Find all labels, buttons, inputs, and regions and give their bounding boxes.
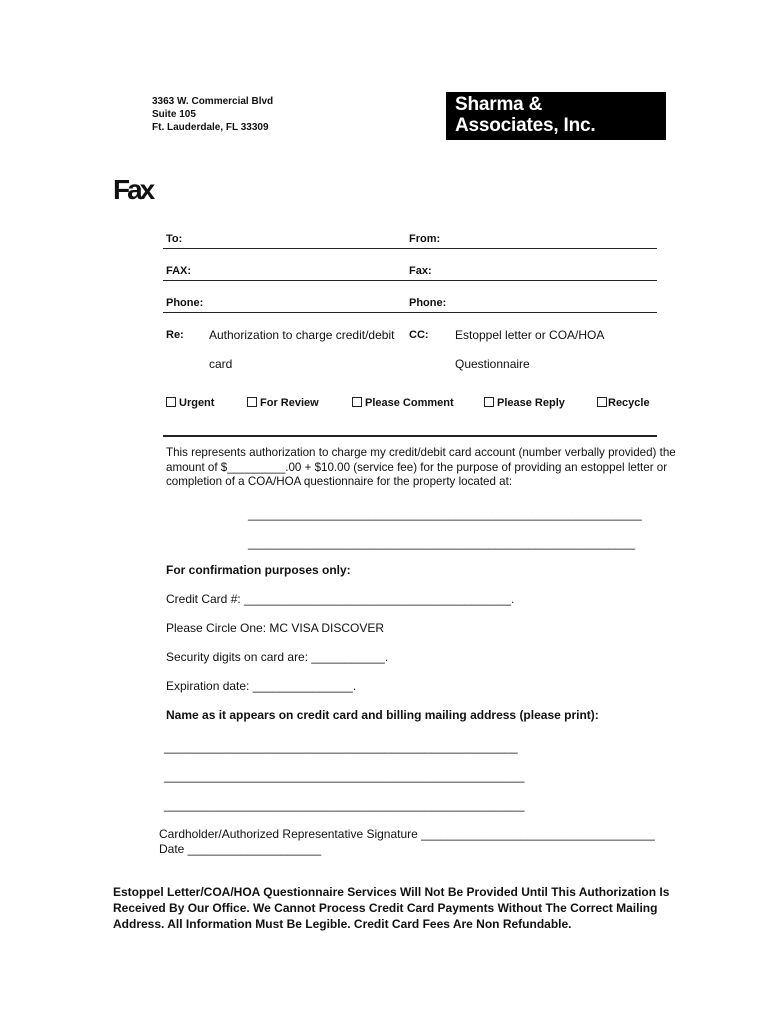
- checkbox-urgent-label: Urgent: [179, 397, 215, 409]
- address-line-3: Ft. Lauderdale, FL 33309: [152, 122, 269, 133]
- billing-address-line-3[interactable]: ______________________________________________________: [164, 798, 525, 812]
- billing-address-line-1[interactable]: _____________________________________________________: [164, 740, 518, 754]
- property-address-line-2[interactable]: __________________________________________________________: [248, 536, 636, 550]
- company-address: [152, 95, 273, 134]
- phone-label-right: Phone:: [409, 297, 447, 309]
- property-address-line-1[interactable]: ___________________________________________________________: [248, 507, 642, 521]
- from-label: From:: [409, 233, 441, 245]
- checkbox-please-comment[interactable]: [352, 397, 454, 409]
- checkbox-please-comment-label: Please Comment: [365, 397, 454, 409]
- checkbox-urgent[interactable]: [166, 397, 214, 409]
- billing-heading: Name as it appears on credit card and billing mailing address (please print):: [166, 708, 599, 722]
- divider: [163, 280, 657, 281]
- checkbox-for-review[interactable]: [247, 397, 319, 409]
- credit-card-field[interactable]: Credit Card #: ________________________________________.: [166, 592, 515, 606]
- address-line-1: 3363 W. Commercial Blvd: [152, 96, 274, 107]
- billing-address-line-2[interactable]: ______________________________________________________: [164, 769, 525, 783]
- authorization-text: This represents authorization to charge my credit/debit card account (number verbally provided) the amount of $_________.00 + $10.00 (service fee) for the purpose of providing an estoppel letter or completion of a COA/HOA questionnaire for the property located at:: [166, 446, 676, 488]
- fax-label-right: Fax:: [409, 265, 432, 277]
- checkbox-recycle-label: Recycle: [608, 397, 650, 409]
- re-value-line-1: Authorization to charge credit/debit: [209, 328, 395, 342]
- re-value-line-2: card: [209, 357, 233, 371]
- expiration-date-field[interactable]: Expiration date: _______________.: [166, 679, 357, 693]
- checkbox-please-reply[interactable]: [484, 397, 565, 409]
- date-field[interactable]: Date ____________________: [159, 842, 322, 856]
- cc-value-line-2: Questionnaire: [455, 357, 530, 371]
- footer-notice: Estoppel Letter/COA/HOA Questionnaire Services Will Not Be Provided Until This Authorization Is Received By Our Office. We Cannot Process Credit Card Payments Without The Correct Mailing Address. All Information Must Be Legible. Credit Card Fees Are Non Refundable.: [113, 885, 670, 931]
- confirmation-heading: For confirmation purposes only:: [166, 563, 351, 577]
- checkbox-please-reply-label: Please Reply: [497, 397, 565, 409]
- fax-label: FAX:: [166, 265, 192, 277]
- company-name-line-1: Sharma &: [455, 94, 543, 115]
- divider: [163, 312, 657, 313]
- address-line-2: Suite 105: [152, 109, 196, 120]
- checkbox-icon[interactable]: [597, 397, 607, 407]
- checkbox-recycle[interactable]: [597, 397, 650, 409]
- checkbox-icon[interactable]: [352, 397, 362, 407]
- checkbox-for-review-label: For Review: [260, 397, 319, 409]
- checkbox-icon[interactable]: [166, 397, 176, 407]
- phone-label: Phone:: [166, 297, 204, 309]
- cc-value-line-1: Estoppel letter or COA/HOA: [455, 328, 605, 342]
- signature-field[interactable]: Cardholder/Authorized Representative Signature ___________________________________: [159, 827, 655, 841]
- page-title: Fax: [113, 174, 153, 205]
- company-logo: [446, 92, 666, 140]
- company-name-line-2: Associates, Inc.: [455, 115, 596, 136]
- cc-label: CC:: [409, 329, 429, 341]
- card-type-choice[interactable]: Please Circle One: MC VISA DISCOVER: [166, 621, 385, 635]
- checkbox-icon[interactable]: [484, 397, 494, 407]
- to-label: To:: [166, 233, 183, 245]
- checkbox-icon[interactable]: [247, 397, 257, 407]
- divider: [163, 435, 657, 437]
- security-digits-field[interactable]: Security digits on card are: ___________.: [166, 650, 389, 664]
- re-label: Re:: [166, 329, 184, 341]
- divider: [163, 248, 657, 249]
